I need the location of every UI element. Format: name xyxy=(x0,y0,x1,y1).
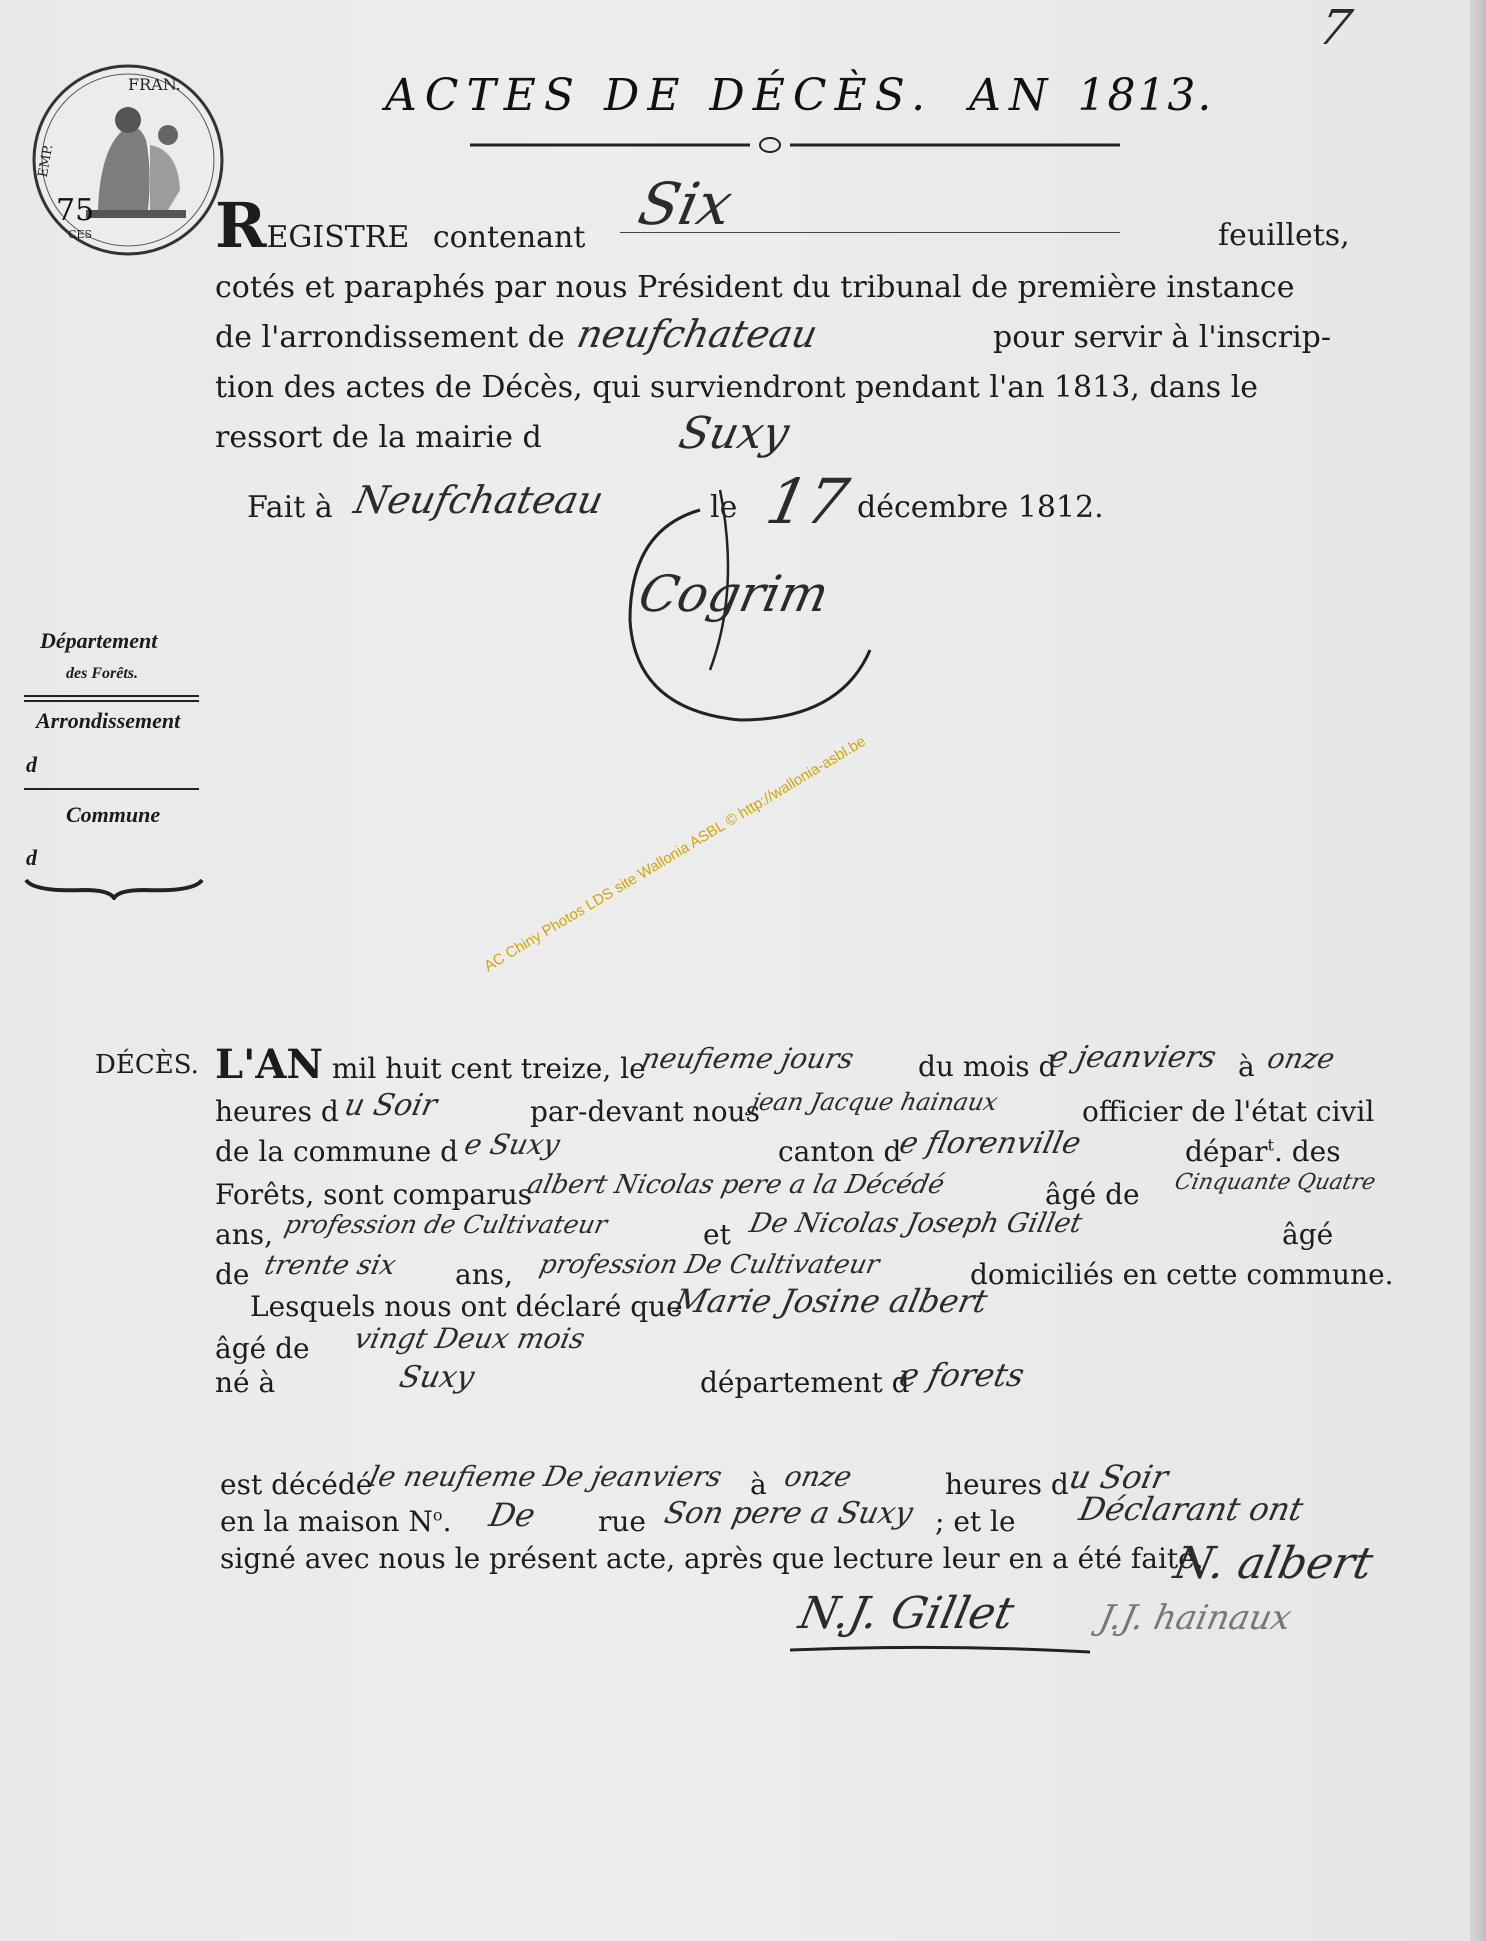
year: 1813. xyxy=(1077,70,1214,121)
acte-l1-month-hand: e jeanviers xyxy=(1046,1040,1220,1075)
signature-hainaux: J.J. hainaux xyxy=(1095,1598,1295,1638)
acte-l8-age-hand: vingt Deux mois xyxy=(351,1322,588,1355)
acte-l11-maison: en la maison N xyxy=(220,1505,433,1538)
acte-l1-b: du mois d xyxy=(918,1050,1057,1083)
acte-l11-street-hand: Son pere a Suxy xyxy=(661,1496,916,1531)
tax-stamp xyxy=(28,60,228,260)
acte-l4-a: Forêts, sont comparus xyxy=(215,1178,533,1211)
acte-l9-b: département d xyxy=(700,1366,910,1399)
stamp-value: 75 xyxy=(56,193,95,228)
acte-l10-b: à xyxy=(750,1468,767,1501)
registre-line-5-pre: ressort de la mairie d xyxy=(215,420,542,455)
acte-l3-canton-hand: e florenville xyxy=(896,1126,1084,1161)
acte-l11-declarant-hand: Déclarant ont xyxy=(1075,1490,1307,1528)
sidebar-d-1: d xyxy=(26,752,37,777)
sidebar-arrondissement: Arrondissement xyxy=(36,708,181,733)
registre-line-3-pre: de l'arrondissement de xyxy=(215,320,565,355)
acte-l11-b: rue xyxy=(598,1505,646,1538)
acte-l6-c: domiciliés en cette commune. xyxy=(970,1258,1394,1291)
acte-l3-des: . des xyxy=(1273,1135,1341,1168)
count-underline xyxy=(620,232,1120,233)
acte-l6-age2-hand: trente six xyxy=(261,1250,399,1281)
acte-l11-dot: . xyxy=(442,1505,452,1538)
sidebar-rule-2 xyxy=(24,788,199,790)
acte-l7-a: Lesquels nous ont déclaré que xyxy=(250,1290,683,1323)
registre-feuillets: feuillets, xyxy=(1218,218,1350,253)
registre-line-3-post: pour servir à l'inscrip- xyxy=(993,320,1332,355)
acte-l3-commune-hand: e Suxy xyxy=(461,1128,563,1161)
acte-l3-depart-sup: t xyxy=(1267,1135,1274,1155)
sidebar-des-forets: des Forêts. xyxy=(66,665,138,682)
acte-l4-age1-hand: Cinquante Quatre xyxy=(1172,1170,1378,1195)
acte-l2-a: heures d xyxy=(215,1095,339,1128)
registre-line-4: tion des actes de Décès, qui surviendront pendant l'an 1813, dans le xyxy=(215,370,1259,405)
signature-gillet: N.J. Gillet xyxy=(794,1588,1019,1639)
acte-l2-b: par-devant nous xyxy=(530,1095,760,1128)
fait-line xyxy=(247,490,333,525)
acte-l1-hour-hand: onze xyxy=(1264,1042,1338,1075)
registre-contenant: contenant xyxy=(432,220,586,255)
acte-l11-a xyxy=(220,1505,451,1538)
acte-l6-b: ans, xyxy=(455,1258,513,1291)
stamp-left-text: EMP. xyxy=(35,143,57,179)
page-number-mark: 7 xyxy=(1314,0,1357,56)
acte-l1-day-hand: neufieme jours xyxy=(638,1042,857,1075)
acte-l3-depart: dépar xyxy=(1185,1135,1268,1168)
acte-l4-b: âgé de xyxy=(1045,1178,1140,1211)
acte-margin-label: DÉCÈS. xyxy=(95,1050,199,1080)
registre-initial: R xyxy=(215,189,267,262)
acte-initial: L'AN xyxy=(215,1041,323,1088)
registre-line-2: cotés et paraphés par nous Président du tribunal de première instance xyxy=(215,270,1295,305)
fait-le: le xyxy=(710,490,738,525)
acte-l2-time-hand: u Soir xyxy=(341,1088,441,1123)
acte-l1-c: à xyxy=(1238,1050,1255,1083)
watermark: AC Chiny Photos LDS site Wallonia ASBL © http://wallonia-asbl.be xyxy=(481,732,869,975)
registre-count-hand: Six xyxy=(632,170,739,238)
acte-l7-deceased-hand: Marie Josine albert xyxy=(670,1282,991,1320)
acte-l11-sup: o xyxy=(432,1505,443,1525)
title-ornament xyxy=(470,132,1120,158)
acte-l1-a: mil huit cent treize, le xyxy=(331,1052,646,1085)
acte-l4-witness1-hand: albert Nicolas pere a la Décédé xyxy=(524,1170,948,1200)
acte-line-1 xyxy=(215,1041,646,1088)
title-text: ACTES DE DÉCÈS. xyxy=(385,70,934,121)
acte-l10-hour-hand: onze xyxy=(781,1460,855,1493)
acte-l8-a: âgé de xyxy=(215,1332,310,1365)
acte-l2-officer-hand: jean Jacque hainaux xyxy=(749,1088,1001,1116)
acte-l10-time-hand: u Soir xyxy=(1065,1458,1172,1496)
arrondissement-hand: neufchateau xyxy=(573,312,822,356)
sidebar-rule-1b xyxy=(24,700,199,702)
mairie-hand: Suxy xyxy=(674,408,794,459)
acte-l10-date-hand: le neufieme De jeanviers xyxy=(366,1460,725,1493)
fait-post: décembre 1812. xyxy=(857,490,1104,525)
sidebar-departement: Département xyxy=(40,628,158,653)
acte-l5-prof1-hand: profession de Cultivateur xyxy=(281,1210,610,1239)
fait-pre: Fait à xyxy=(247,490,333,525)
acte-l2-c: officier de l'état civil xyxy=(1082,1095,1375,1128)
acte-l12-a: signé avec nous le présent acte, après que lecture leur en a été faite. xyxy=(220,1542,1204,1575)
president-signature: Cogrim xyxy=(633,565,834,623)
acte-l3-b: canton d xyxy=(778,1135,902,1168)
acte-l6-prof2-hand: profession De Cultivateur xyxy=(536,1250,883,1280)
stamp-unit: CES xyxy=(68,228,92,241)
page-edge-shadow xyxy=(1470,0,1486,1941)
acte-l11-house-hand: De xyxy=(485,1496,539,1534)
sidebar-brace xyxy=(24,872,204,900)
acte-l10-c: heures d xyxy=(945,1468,1069,1501)
sidebar-d-2: d xyxy=(26,845,37,870)
signature-albert: N. albert xyxy=(1169,1538,1378,1589)
signature-gillet-underline xyxy=(790,1640,1090,1660)
page-title xyxy=(385,70,1213,121)
acte-l3-a: de la commune d xyxy=(215,1135,459,1168)
fait-place-hand: Neufchateau xyxy=(350,478,608,522)
acte-l10-a: est décédé xyxy=(220,1468,373,1501)
acte-l9-a: né à xyxy=(215,1366,276,1399)
acte-l3-c xyxy=(1185,1135,1341,1168)
acte-l11-c: ; et le xyxy=(935,1505,1016,1538)
acte-l5-witness2-hand: De Nicolas Joseph Gillet xyxy=(746,1208,1085,1239)
registre-word: EGISTRE xyxy=(266,220,410,255)
stamp-top-text: FRAN. xyxy=(128,75,181,94)
sidebar-rule-1 xyxy=(24,695,199,697)
acte-l5-c: âgé xyxy=(1282,1218,1334,1251)
sidebar-commune: Commune xyxy=(66,802,161,827)
acte-l9-place-hand: Suxy xyxy=(396,1360,478,1395)
acte-l9-dept-hand: e forets xyxy=(895,1356,1028,1394)
acte-l6-a: de xyxy=(215,1258,250,1291)
fait-day-hand: 17 xyxy=(760,465,855,538)
acte-l5-b: et xyxy=(703,1218,731,1251)
registre-line-1 xyxy=(215,189,586,262)
acte-l5-a: ans, xyxy=(215,1218,273,1251)
year-label: AN xyxy=(969,70,1056,121)
